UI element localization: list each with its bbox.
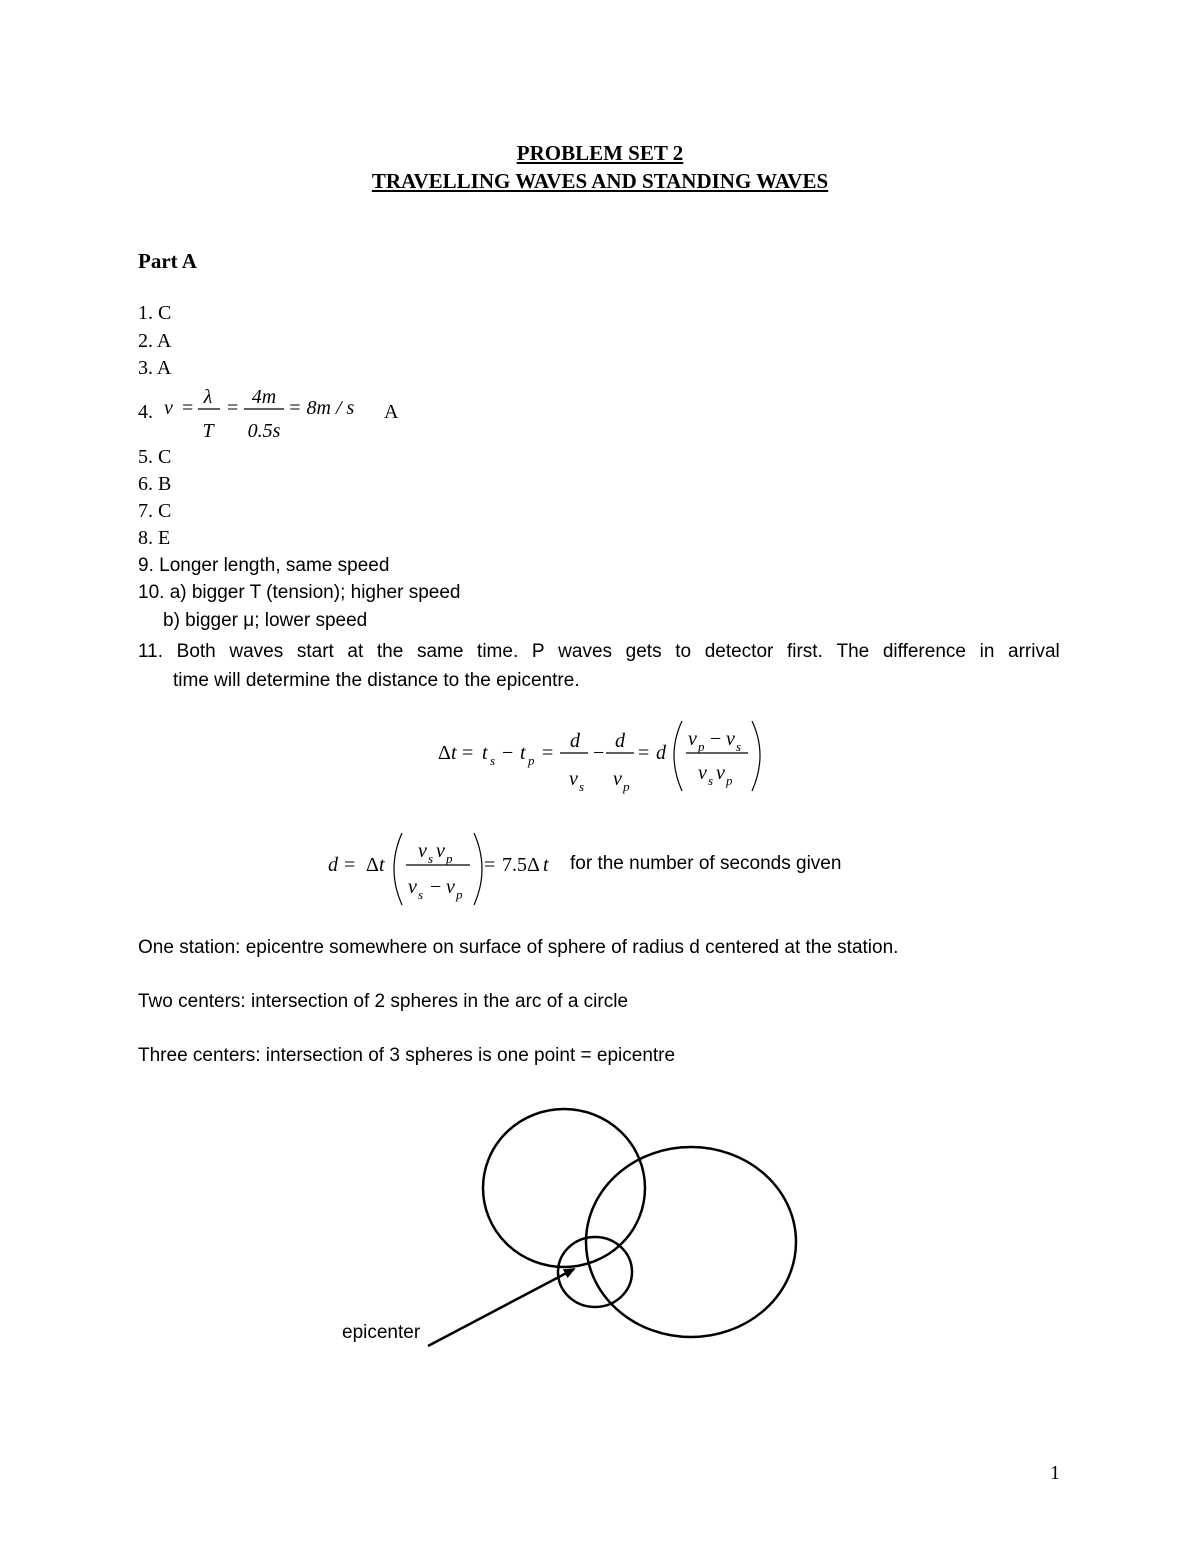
sphere-circle-2 bbox=[586, 1147, 796, 1337]
part-a-heading: Part A bbox=[138, 249, 197, 273]
answer-11-word: start bbox=[296, 641, 334, 662]
formula-v: v bbox=[164, 397, 173, 419]
svg-text:p: p bbox=[726, 773, 733, 788]
svg-text:v: v bbox=[688, 728, 697, 750]
answer-11-word: difference bbox=[882, 641, 966, 662]
svg-text:=: = bbox=[638, 742, 650, 764]
svg-text:Δ: Δ bbox=[438, 742, 451, 764]
answer-11-word: gets bbox=[625, 641, 662, 662]
answer-11-word: 11. bbox=[138, 641, 164, 662]
svg-text:v: v bbox=[569, 768, 578, 790]
svg-text:−: − bbox=[430, 876, 442, 898]
formula-eq: = bbox=[182, 397, 194, 419]
svg-text:t: t bbox=[520, 742, 526, 764]
svg-text:s: s bbox=[428, 851, 434, 866]
formula-T: T bbox=[202, 420, 214, 442]
svg-text:d: d bbox=[656, 742, 666, 764]
svg-text:t: t bbox=[543, 854, 549, 876]
svg-text:p: p bbox=[456, 887, 463, 902]
equation-distance-note: for the number of seconds given bbox=[570, 853, 842, 874]
svg-text:7.5Δ: 7.5Δ bbox=[502, 854, 540, 876]
svg-text:d: d bbox=[570, 730, 580, 752]
svg-text:p: p bbox=[528, 753, 535, 768]
svg-text:t: t bbox=[451, 742, 457, 764]
answer-11-word: time. bbox=[477, 641, 519, 662]
svg-text:v: v bbox=[436, 840, 445, 862]
answer-5: 5. C bbox=[138, 446, 172, 468]
formula-4m: 4m bbox=[251, 386, 277, 408]
paragraph-two-centers: Two centers: intersection of 2 spheres in the arc of a circle bbox=[138, 991, 629, 1012]
svg-text:d: d bbox=[615, 730, 625, 752]
epicenter-label: epicenter bbox=[342, 1322, 421, 1343]
answer-11-word: to bbox=[675, 641, 692, 662]
svg-text:=: = bbox=[462, 742, 474, 764]
svg-text:s: s bbox=[418, 887, 424, 902]
answer-4-letter: A bbox=[384, 401, 399, 423]
answer-10a: 10. a) bigger T (tension); higher speed bbox=[138, 582, 461, 603]
answer-11-word: the bbox=[376, 641, 404, 662]
svg-text:s: s bbox=[579, 779, 585, 794]
page-title-line1: PROBLEM SET 2 bbox=[516, 141, 684, 165]
svg-text:−: − bbox=[593, 742, 605, 764]
answer-11-word: P bbox=[531, 641, 545, 662]
answer-10b: b) bigger μ; lower speed bbox=[163, 610, 368, 631]
answer-11-word: detector bbox=[704, 641, 774, 662]
formula-result: = 8m / s bbox=[288, 397, 355, 419]
svg-text:=: = bbox=[484, 854, 496, 876]
page-number: 1 bbox=[1050, 1462, 1060, 1484]
answer-6: 6. B bbox=[138, 473, 172, 495]
paragraph-three-centers: Three centers: intersection of 3 spheres is one point = epicentre bbox=[138, 1045, 676, 1066]
svg-text:s: s bbox=[490, 753, 496, 768]
svg-text:s: s bbox=[708, 773, 714, 788]
svg-text:p: p bbox=[698, 739, 705, 754]
answer-11-word: in bbox=[979, 641, 995, 662]
formula-lambda: λ bbox=[203, 386, 213, 408]
answer-3: 3. A bbox=[138, 357, 172, 379]
svg-text:−: − bbox=[502, 742, 514, 764]
answer-11-word: The bbox=[836, 641, 870, 662]
svg-text:v: v bbox=[698, 762, 707, 784]
answer-4-number: 4. bbox=[138, 401, 153, 423]
answer-2: 2. A bbox=[138, 330, 172, 352]
svg-text:v: v bbox=[408, 876, 417, 898]
svg-text:−: − bbox=[710, 728, 722, 750]
answer-11-line2: time will determine the distance to the epicentre. bbox=[173, 670, 580, 691]
svg-text:Δ: Δ bbox=[366, 854, 379, 876]
svg-text:v: v bbox=[726, 728, 735, 750]
answer-11-word: same bbox=[416, 641, 464, 662]
answer-8: 8. E bbox=[138, 527, 171, 549]
formula-05s: 0.5s bbox=[247, 420, 281, 442]
svg-text:s: s bbox=[736, 739, 742, 754]
svg-text:p: p bbox=[623, 779, 630, 794]
svg-text:v: v bbox=[446, 876, 455, 898]
paragraph-one-station: One station: epicentre somewhere on surface of sphere of radius d centered at the station. bbox=[138, 937, 899, 958]
answer-11-word: at bbox=[347, 641, 364, 662]
answer-9: 9. Longer length, same speed bbox=[138, 555, 390, 576]
sphere-circle-1 bbox=[483, 1109, 645, 1267]
svg-text:p: p bbox=[446, 851, 453, 866]
answer-11-word: Both bbox=[176, 641, 216, 662]
epicenter-arrow bbox=[428, 1269, 574, 1346]
svg-text:v: v bbox=[418, 840, 427, 862]
answer-11-word: waves bbox=[229, 641, 284, 662]
answer-7: 7. C bbox=[138, 500, 172, 522]
svg-text:t: t bbox=[379, 854, 385, 876]
svg-text:v: v bbox=[716, 762, 725, 784]
page-title-line2: TRAVELLING WAVES AND STANDING WAVES bbox=[371, 169, 829, 193]
answer-11-word: arrival bbox=[1008, 641, 1060, 662]
svg-text:v: v bbox=[613, 768, 622, 790]
svg-text:t: t bbox=[482, 742, 488, 764]
svg-text:=: = bbox=[344, 854, 356, 876]
formula-eq-2: = bbox=[227, 397, 239, 419]
svg-text:d: d bbox=[328, 854, 338, 876]
answer-11-word: first. bbox=[786, 641, 823, 662]
svg-text:=: = bbox=[542, 742, 554, 764]
answer-1: 1. C bbox=[138, 302, 172, 324]
answer-11-word: waves bbox=[558, 641, 613, 662]
